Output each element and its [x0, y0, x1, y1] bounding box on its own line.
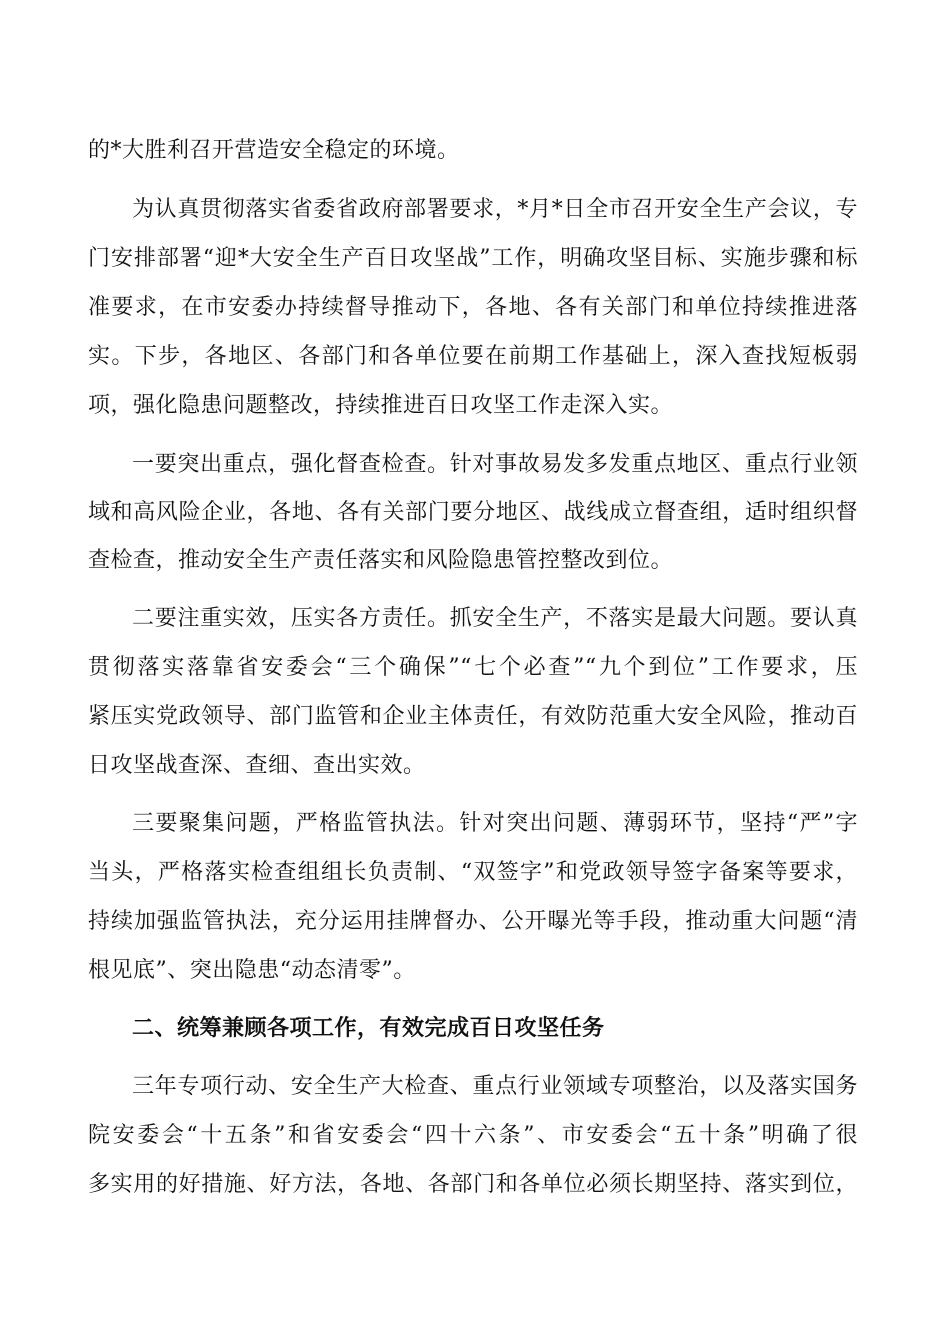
paragraph-6-line-2: 院安委会“十五条”和省安委会“四十六条”、市安委会“五十条”明确了很 — [88, 1123, 858, 1148]
paragraph-5-line-4: 根见底”、突出隐患“动态清零”。 — [88, 958, 416, 983]
paragraph-4-line-3: 紧压实党政领导、部门监管和企业主体责任，有效防范重大安全风险，推动百 — [88, 704, 858, 729]
paragraph-6-line-1: 三年专项行动、安全生产大检查、重点行业领域专项整治，以及落实国务 — [132, 1074, 858, 1099]
paragraph-2-line-2: 门安排部署“迎*大安全生产百日攻坚战”工作，明确攻坚目标、实施步骤和标 — [88, 246, 858, 271]
paragraph-4-line-1: 二要注重实效，压实各方责任。抓安全生产，不落实是最大问题。要认真 — [132, 606, 858, 631]
paragraph-5-line-3: 持续加强监管执法，充分运用挂牌督办、公开曝光等手段，推动重大问题“清 — [88, 909, 858, 934]
paragraph-1-line-1: 的*大胜利召开营造安全稳定的环境。 — [88, 138, 460, 163]
paragraph-3-line-2: 域和高风险企业，各地、各有关部门要分地区、战线成立督查组，适时组织督 — [88, 500, 858, 525]
paragraph-4-line-2: 贯彻落实落靠省安委会“三个确保”“七个必查”“九个到位”工作要求，压 — [88, 655, 858, 680]
section-heading: 二、统筹兼顾各项工作，有效完成百日攻坚任务 — [132, 1016, 605, 1041]
paragraph-2-line-1: 为认真贯彻落实省委省政府部署要求，*月*日全市召开安全生产会议，专 — [132, 197, 858, 222]
paragraph-4-line-4: 日攻坚战查深、查细、查出实效。 — [88, 753, 426, 778]
paragraph-5-line-1: 三要聚集问题，严格监管执法。针对突出问题、薄弱环节，坚持“严”字 — [132, 811, 858, 836]
paragraph-3-line-1: 一要突出重点，强化督查检查。针对事故易发多发重点地区、重点行业领 — [132, 452, 858, 477]
paragraph-3-line-3: 查检查，推动安全生产责任落实和风险隐患管控整改到位。 — [88, 548, 674, 573]
paragraph-2-line-4: 实。下步，各地区、各部门和各单位要在前期工作基础上，深入查找短板弱 — [88, 344, 858, 369]
paragraph-2-line-3: 准要求，在市安委办持续督导推动下，各地、各有关部门和单位持续推进落 — [88, 295, 858, 320]
paragraph-5-line-2: 当头，严格落实检查组组长负责制、“双签字”和党政领导签字备案等要求， — [88, 860, 858, 885]
paragraph-2-line-5: 项，强化隐患问题整改，持续推进百日攻坚工作走深入实。 — [88, 393, 674, 418]
paragraph-6-line-3: 多实用的好措施、好方法，各地、各部门和各单位必须长期坚持、落实到位， — [88, 1172, 858, 1197]
